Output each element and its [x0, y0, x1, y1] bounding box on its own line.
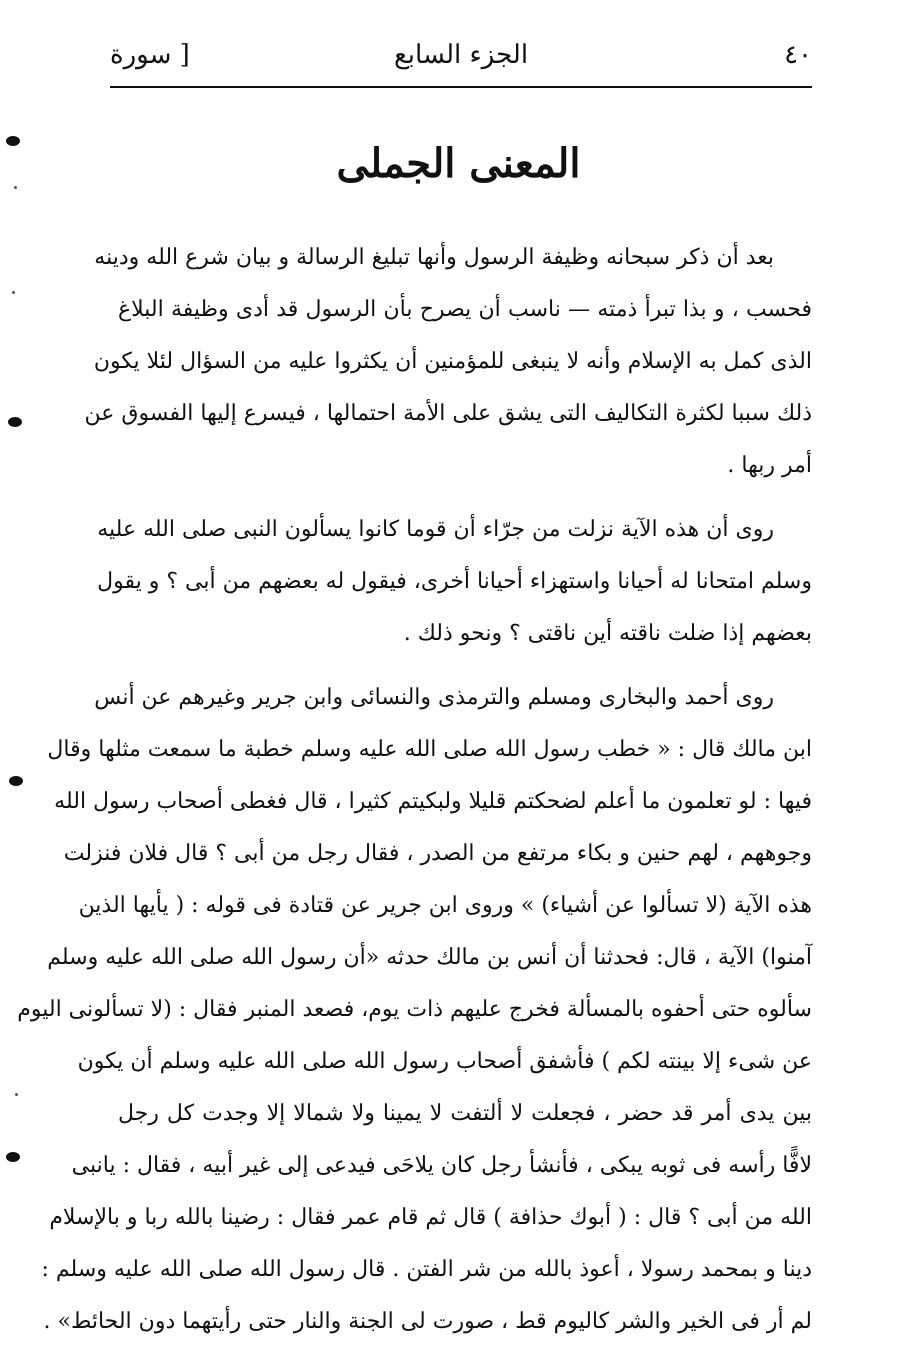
part-title: الجزء السابع	[393, 40, 529, 70]
text-line: سألوه حتى أحفوه بالمسألة فخرج عليهم ذات يوم، فصعد المنبر فقال : (لا تسألونى اليوم	[17, 997, 812, 1022]
text-line: لافًّا رأسه فى ثوبه يبكى ، فأنشأ رجل كان يلاحَى فيدعى إلى غير أبيه ، فقال : يانبى	[71, 1153, 812, 1178]
text-line: بين يدى أمر قد حضر ، فجعلت لا ألتفت لا يمينا ولا شمالا إلا وجدت كل رجل	[118, 1101, 812, 1126]
text-line: ذلك سببا لكثرة التكاليف التى يشق على الأمة احتمالها ، فيسرع إليها الفسوق عن	[84, 401, 812, 426]
margin-mark	[6, 1152, 20, 1162]
margin-dot	[14, 186, 17, 189]
text-line: ابن مالك قال : « خطب رسول الله صلى الله عليه وسلم خطبة ما سمعت مثلها وقال	[47, 737, 812, 762]
text-line: وجوههم ، لهم حنين و بكاء مرتفع من الصدر ، فقال رجل من أبى ؟ قال فلان فنزلت	[63, 841, 812, 866]
text-line: روى أحمد والبخارى ومسلم والترمذى والنسائى وابن جرير وغيرهم عن أنس	[94, 685, 774, 710]
margin-mark	[6, 136, 20, 146]
text-line: فيها : لو تعلمون ما أعلم لضحكتم قليلا ولبكيتم كثيرا ، قال فغطى أصحاب رسول الله	[54, 789, 812, 814]
text-line: روى أن هذه الآية نزلت من جرّاء أن قوما كانوا يسألون النبى صلى الله عليه	[97, 517, 774, 542]
text-line: وسلم امتحانا له أحيانا واستهزاء أحيانا أخرى، فيقول له بعضهم من أبى ؟ و يقول	[97, 569, 812, 594]
section-title: المعنى الجملى	[336, 140, 581, 187]
margin-mark	[8, 417, 22, 427]
surah-label: [ سورة	[110, 40, 190, 70]
text-line: فحسب ، و بذا تبرأ ذمته — ناسب أن يصرح بأن الرسول قد أدى وظيفة البلاغ	[118, 297, 812, 322]
page-number: ٤٠	[784, 40, 812, 70]
text-line: هذه الآية (لا تسألوا عن أشياء) » وروى ابن جرير عن قتادة فى قوله : ( يأيها الذين	[78, 893, 812, 918]
text-line: الذى كمل به الإسلام وأنه لا ينبغى للمؤمنين أن يكثروا عليه من السؤال لئلا يكون	[93, 349, 812, 374]
margin-mark	[9, 776, 23, 786]
body-text	[17, 232, 812, 1348]
text-line: بعد أن ذكر سبحانه وظيفة الرسول وأنها تبليغ الرسالة و بيان شرع الله ودينه	[94, 245, 774, 270]
margin-dot	[15, 1093, 18, 1096]
text-line: آمنوا) الآية ، قال: فحدثنا أن أنس بن مالك حدثه «أن رسول الله صلى الله عليه وسلم	[47, 945, 812, 970]
text-line: لم أر فى الخير والشر كاليوم قط ، صورت لى الجنة والنار حتى رأيتهما دون الحائط» .	[43, 1309, 812, 1334]
text-line: أمر ربها .	[727, 453, 812, 478]
margin-dot	[12, 291, 15, 294]
header-rule	[110, 86, 812, 88]
text-line: دينا و بمحمد رسولا ، أعوذ بالله من شر الفتن . قال رسول الله صلى الله عليه وسلم :	[41, 1257, 812, 1282]
running-header	[110, 40, 812, 80]
text-line: الله من أبى ؟ قال : ( أبوك حذافة ) قال ثم قام عمر فقال : رضينا بالله ربا و بالإسلام	[49, 1205, 812, 1230]
text-line: عن شىء إلا بينته لكم ) فأشفق أصحاب رسول الله صلى الله عليه وسلم أن يكون	[77, 1049, 812, 1074]
text-line: بعضهم إذا ضلت ناقته أين ناقتى ؟ ونحو ذلك .	[403, 621, 812, 646]
